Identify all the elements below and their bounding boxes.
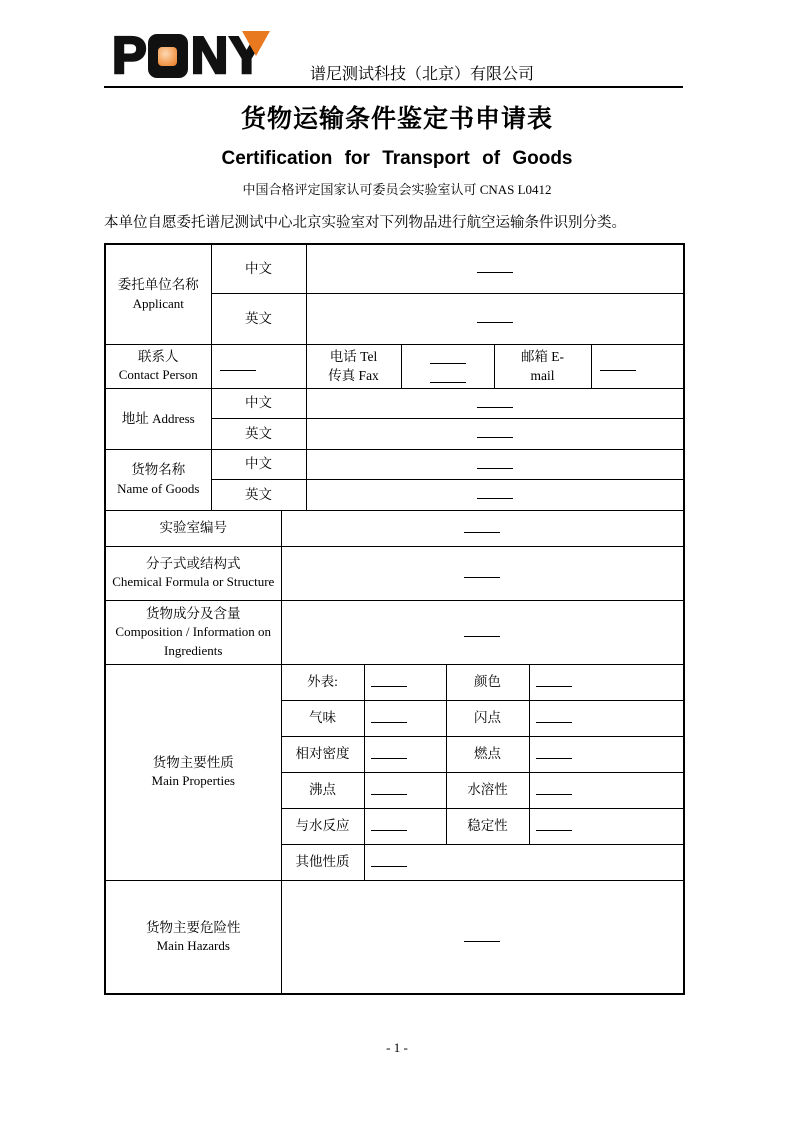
cell-appearance bbox=[364, 664, 446, 700]
intro-paragraph: 本单位自愿委托谱尼测试中心北京实验室对下列物品进行航空运输条件识别分类。 bbox=[104, 215, 626, 231]
label-address bbox=[105, 388, 211, 449]
cell-address-cn bbox=[306, 388, 684, 418]
table-row bbox=[105, 546, 684, 600]
label-goods-name-en: Name of Goods bbox=[117, 480, 200, 496]
label-composition-en: Composition / Information on Ingredients bbox=[115, 624, 272, 658]
logo-letter-p: P bbox=[112, 27, 145, 85]
table-row bbox=[105, 388, 684, 418]
table-row bbox=[105, 510, 684, 546]
logo-orange-triangle-icon bbox=[242, 31, 270, 56]
cell-odor bbox=[364, 700, 446, 736]
cell-boiling-point bbox=[364, 772, 446, 808]
label-lab-number: 实验室编号 bbox=[105, 510, 281, 546]
label-ignition-point: 燃点 bbox=[446, 736, 529, 772]
blank-goods-name-en[interactable] bbox=[477, 484, 513, 499]
blank-main-hazards[interactable] bbox=[464, 927, 500, 942]
company-name: 谱尼测试科技（北京）有限公司 bbox=[310, 66, 535, 83]
page-number: - 1 - bbox=[386, 1040, 408, 1055]
label-water-solubility: 水溶性 bbox=[446, 772, 529, 808]
blank-stability[interactable] bbox=[536, 816, 572, 831]
cell-applicant-cn bbox=[306, 244, 684, 293]
application-form-table bbox=[104, 243, 685, 995]
logo-letter-o bbox=[148, 34, 188, 78]
label-applicant bbox=[105, 244, 211, 344]
blank-boiling-point[interactable] bbox=[371, 780, 407, 795]
cell-formula bbox=[281, 546, 684, 600]
cell-tel-fax-value bbox=[401, 344, 494, 388]
logo-letter-y bbox=[229, 27, 262, 85]
label-stability: 稳定性 bbox=[446, 808, 529, 844]
label-english: 英文 bbox=[211, 418, 306, 449]
blank-flash-point[interactable] bbox=[536, 708, 572, 723]
table-row bbox=[105, 600, 684, 664]
label-formula bbox=[105, 546, 281, 600]
label-contact-person bbox=[105, 344, 211, 388]
cell-water-reaction bbox=[364, 808, 446, 844]
label-tel: 电话 Tel bbox=[329, 348, 378, 364]
label-flash-point: 闪点 bbox=[446, 700, 529, 736]
blank-address-cn[interactable] bbox=[477, 393, 513, 408]
logo-letter-n: N bbox=[190, 27, 227, 85]
label-applicant-en: Applicant bbox=[132, 295, 184, 311]
label-water-reaction: 与水反应 bbox=[281, 808, 364, 844]
header-divider bbox=[104, 86, 683, 88]
cell-water-solubility bbox=[529, 772, 684, 808]
table-row bbox=[105, 880, 684, 994]
label-color: 颜色 bbox=[446, 664, 529, 700]
label-relative-density: 相对密度 bbox=[281, 736, 364, 772]
cell-address-en bbox=[306, 418, 684, 449]
cell-color bbox=[529, 664, 684, 700]
blank-color[interactable] bbox=[536, 672, 572, 687]
table-row bbox=[105, 344, 684, 388]
blank-water-solubility[interactable] bbox=[536, 780, 572, 795]
cell-stability bbox=[529, 808, 684, 844]
cell-contact-value bbox=[211, 344, 306, 388]
label-main-properties-zh: 货物主要性质 bbox=[152, 754, 234, 770]
label-composition bbox=[105, 600, 281, 664]
cell-main-hazards bbox=[281, 880, 684, 994]
label-contact-zh: 联系人 bbox=[138, 348, 179, 364]
blank-formula[interactable] bbox=[464, 563, 500, 578]
blank-ignition-point[interactable] bbox=[536, 744, 572, 759]
logo-orange-square-icon bbox=[158, 47, 177, 66]
blank-email[interactable] bbox=[600, 356, 636, 371]
label-english: 英文 bbox=[211, 479, 306, 510]
label-main-properties-en: Main Properties bbox=[151, 773, 235, 789]
blank-goods-name-cn[interactable] bbox=[477, 454, 513, 469]
label-contact-en: Contact Person bbox=[118, 367, 198, 383]
blank-relative-density[interactable] bbox=[371, 744, 407, 759]
label-english: 英文 bbox=[211, 293, 306, 344]
cell-email-value bbox=[591, 344, 684, 388]
label-goods-name-zh: 货物名称 bbox=[131, 462, 186, 478]
label-fax: 传真 Fax bbox=[328, 368, 379, 384]
label-address-zh: 地址 bbox=[121, 410, 149, 426]
blank-applicant-en[interactable] bbox=[477, 308, 513, 323]
label-tel-fax bbox=[306, 344, 401, 388]
blank-address-en[interactable] bbox=[477, 423, 513, 438]
cell-other-properties bbox=[364, 844, 684, 880]
label-applicant-zh: 委托单位名称 bbox=[117, 277, 199, 293]
label-appearance: 外表: bbox=[281, 664, 364, 700]
label-chinese: 中文 bbox=[211, 388, 306, 418]
cell-ignition-point bbox=[529, 736, 684, 772]
cell-relative-density bbox=[364, 736, 446, 772]
label-formula-en: Chemical Formula or Structure bbox=[112, 574, 275, 590]
logo-letter-y-text: Y bbox=[229, 27, 262, 85]
cell-goods-name-cn bbox=[306, 449, 684, 479]
cell-flash-point bbox=[529, 700, 684, 736]
cell-composition bbox=[281, 600, 684, 664]
blank-tel[interactable] bbox=[430, 349, 466, 364]
blank-fax[interactable] bbox=[430, 368, 466, 383]
label-main-hazards bbox=[105, 880, 281, 994]
label-main-hazards-en: Main Hazards bbox=[156, 938, 230, 954]
label-boiling-point: 沸点 bbox=[281, 772, 364, 808]
label-email-text: 邮箱 E-mail bbox=[520, 348, 565, 384]
label-email bbox=[494, 344, 591, 388]
label-odor: 气味 bbox=[281, 700, 364, 736]
blank-water-reaction[interactable] bbox=[371, 816, 407, 831]
blank-applicant-cn[interactable] bbox=[477, 258, 513, 273]
table-row bbox=[105, 664, 684, 700]
label-composition-zh: 货物成分及含量 bbox=[146, 605, 241, 621]
blank-other-properties[interactable] bbox=[371, 852, 407, 867]
label-chinese: 中文 bbox=[211, 244, 306, 293]
label-other-properties: 其他性质 bbox=[281, 844, 364, 880]
pony-logo bbox=[112, 28, 262, 84]
table-row bbox=[105, 244, 684, 293]
blank-contact[interactable] bbox=[220, 356, 256, 371]
label-main-properties bbox=[105, 664, 281, 880]
page-title-zh: 货物运输条件鉴定书申请表 bbox=[240, 105, 553, 133]
page-title-en: Certification for Transport of Goods bbox=[221, 148, 573, 169]
blank-appearance[interactable] bbox=[371, 672, 407, 687]
blank-composition[interactable] bbox=[464, 622, 500, 637]
accreditation-line: 中国合格评定国家认可委员会实验室认可 CNAS L0412 bbox=[242, 182, 552, 197]
blank-odor[interactable] bbox=[371, 708, 407, 723]
label-address-en: Address bbox=[152, 410, 195, 426]
cell-goods-name-en bbox=[306, 479, 684, 510]
cell-lab-number bbox=[281, 510, 684, 546]
label-formula-zh: 分子式或结构式 bbox=[146, 555, 241, 571]
blank-lab-number[interactable] bbox=[464, 518, 500, 533]
table-row bbox=[105, 449, 684, 479]
label-chinese: 中文 bbox=[211, 449, 306, 479]
cell-applicant-en bbox=[306, 293, 684, 344]
label-goods-name bbox=[105, 449, 211, 510]
label-main-hazards-zh: 货物主要危险性 bbox=[146, 919, 241, 935]
